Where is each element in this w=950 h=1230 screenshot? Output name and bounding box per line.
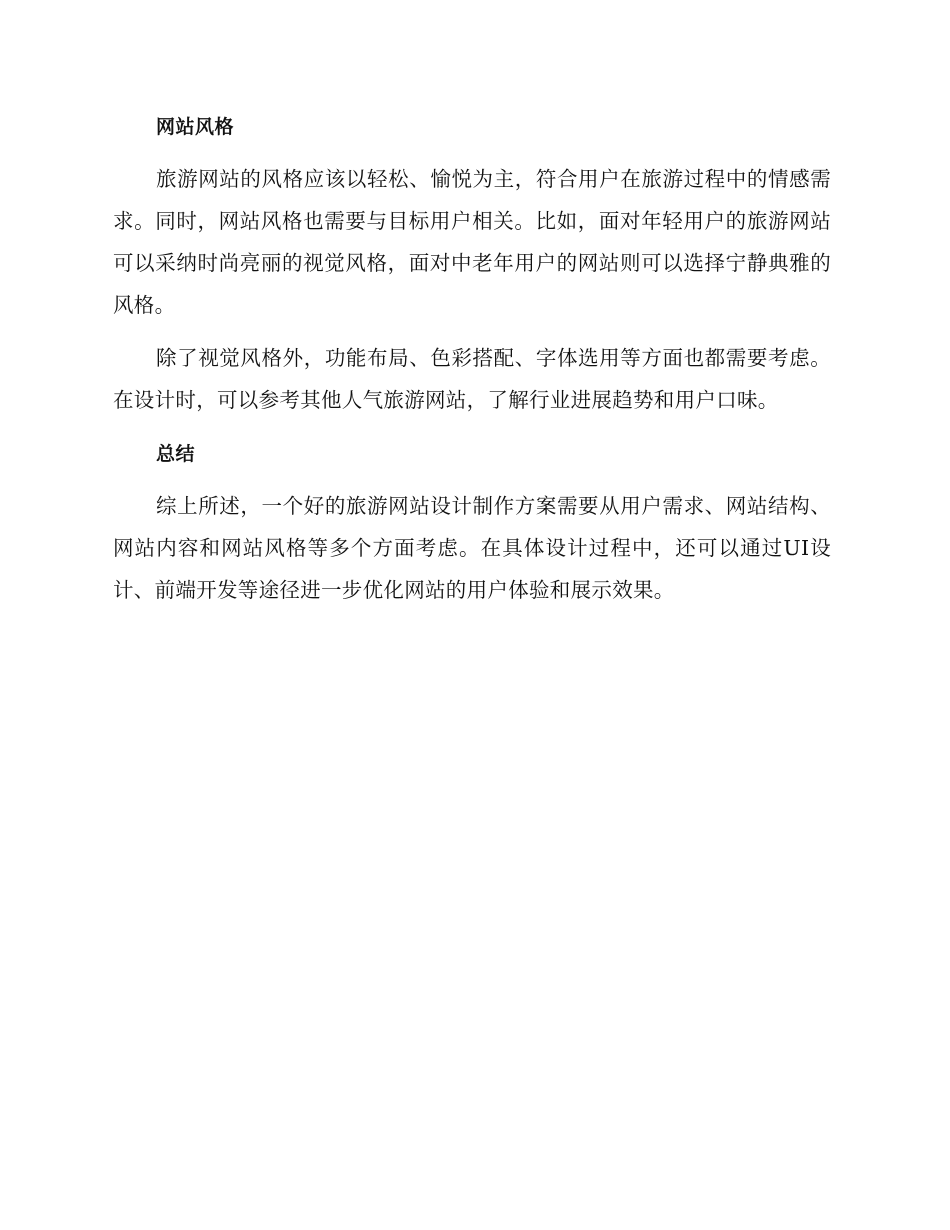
document-body <box>113 108 831 611</box>
section-heading-summary: 总结 <box>156 443 196 465</box>
paragraph-summary-1: 综上所述，一个好的旅游网站设计制作方案需要从用户需求、网站结构、网站内容和网站风格等多个方面考虑。在具体设计过程中，还可以通过UI设计、前端开发等途径进一步优化网站的用户体验和展示效果。 <box>113 494 831 602</box>
paragraph-website-style-1: 旅游网站的风格应该以轻松、愉悦为主，符合用户在旅游过程中的情感需求。同时，网站风格也需要与目标用户相关。比如，面对年轻用户的旅游网站可以采纳时尚亮丽的视觉风格，面对中老年用户的网站则可以选择宁静典雅的风格。 <box>113 167 831 317</box>
section-heading-website-style: 网站风格 <box>156 116 235 138</box>
paragraph-website-style-2: 除了视觉风格外，功能布局、色彩搭配、字体选用等方面也都需要考虑。在设计时，可以参考其他人气旅游网站，了解行业进展趋势和用户口味。 <box>113 346 831 412</box>
